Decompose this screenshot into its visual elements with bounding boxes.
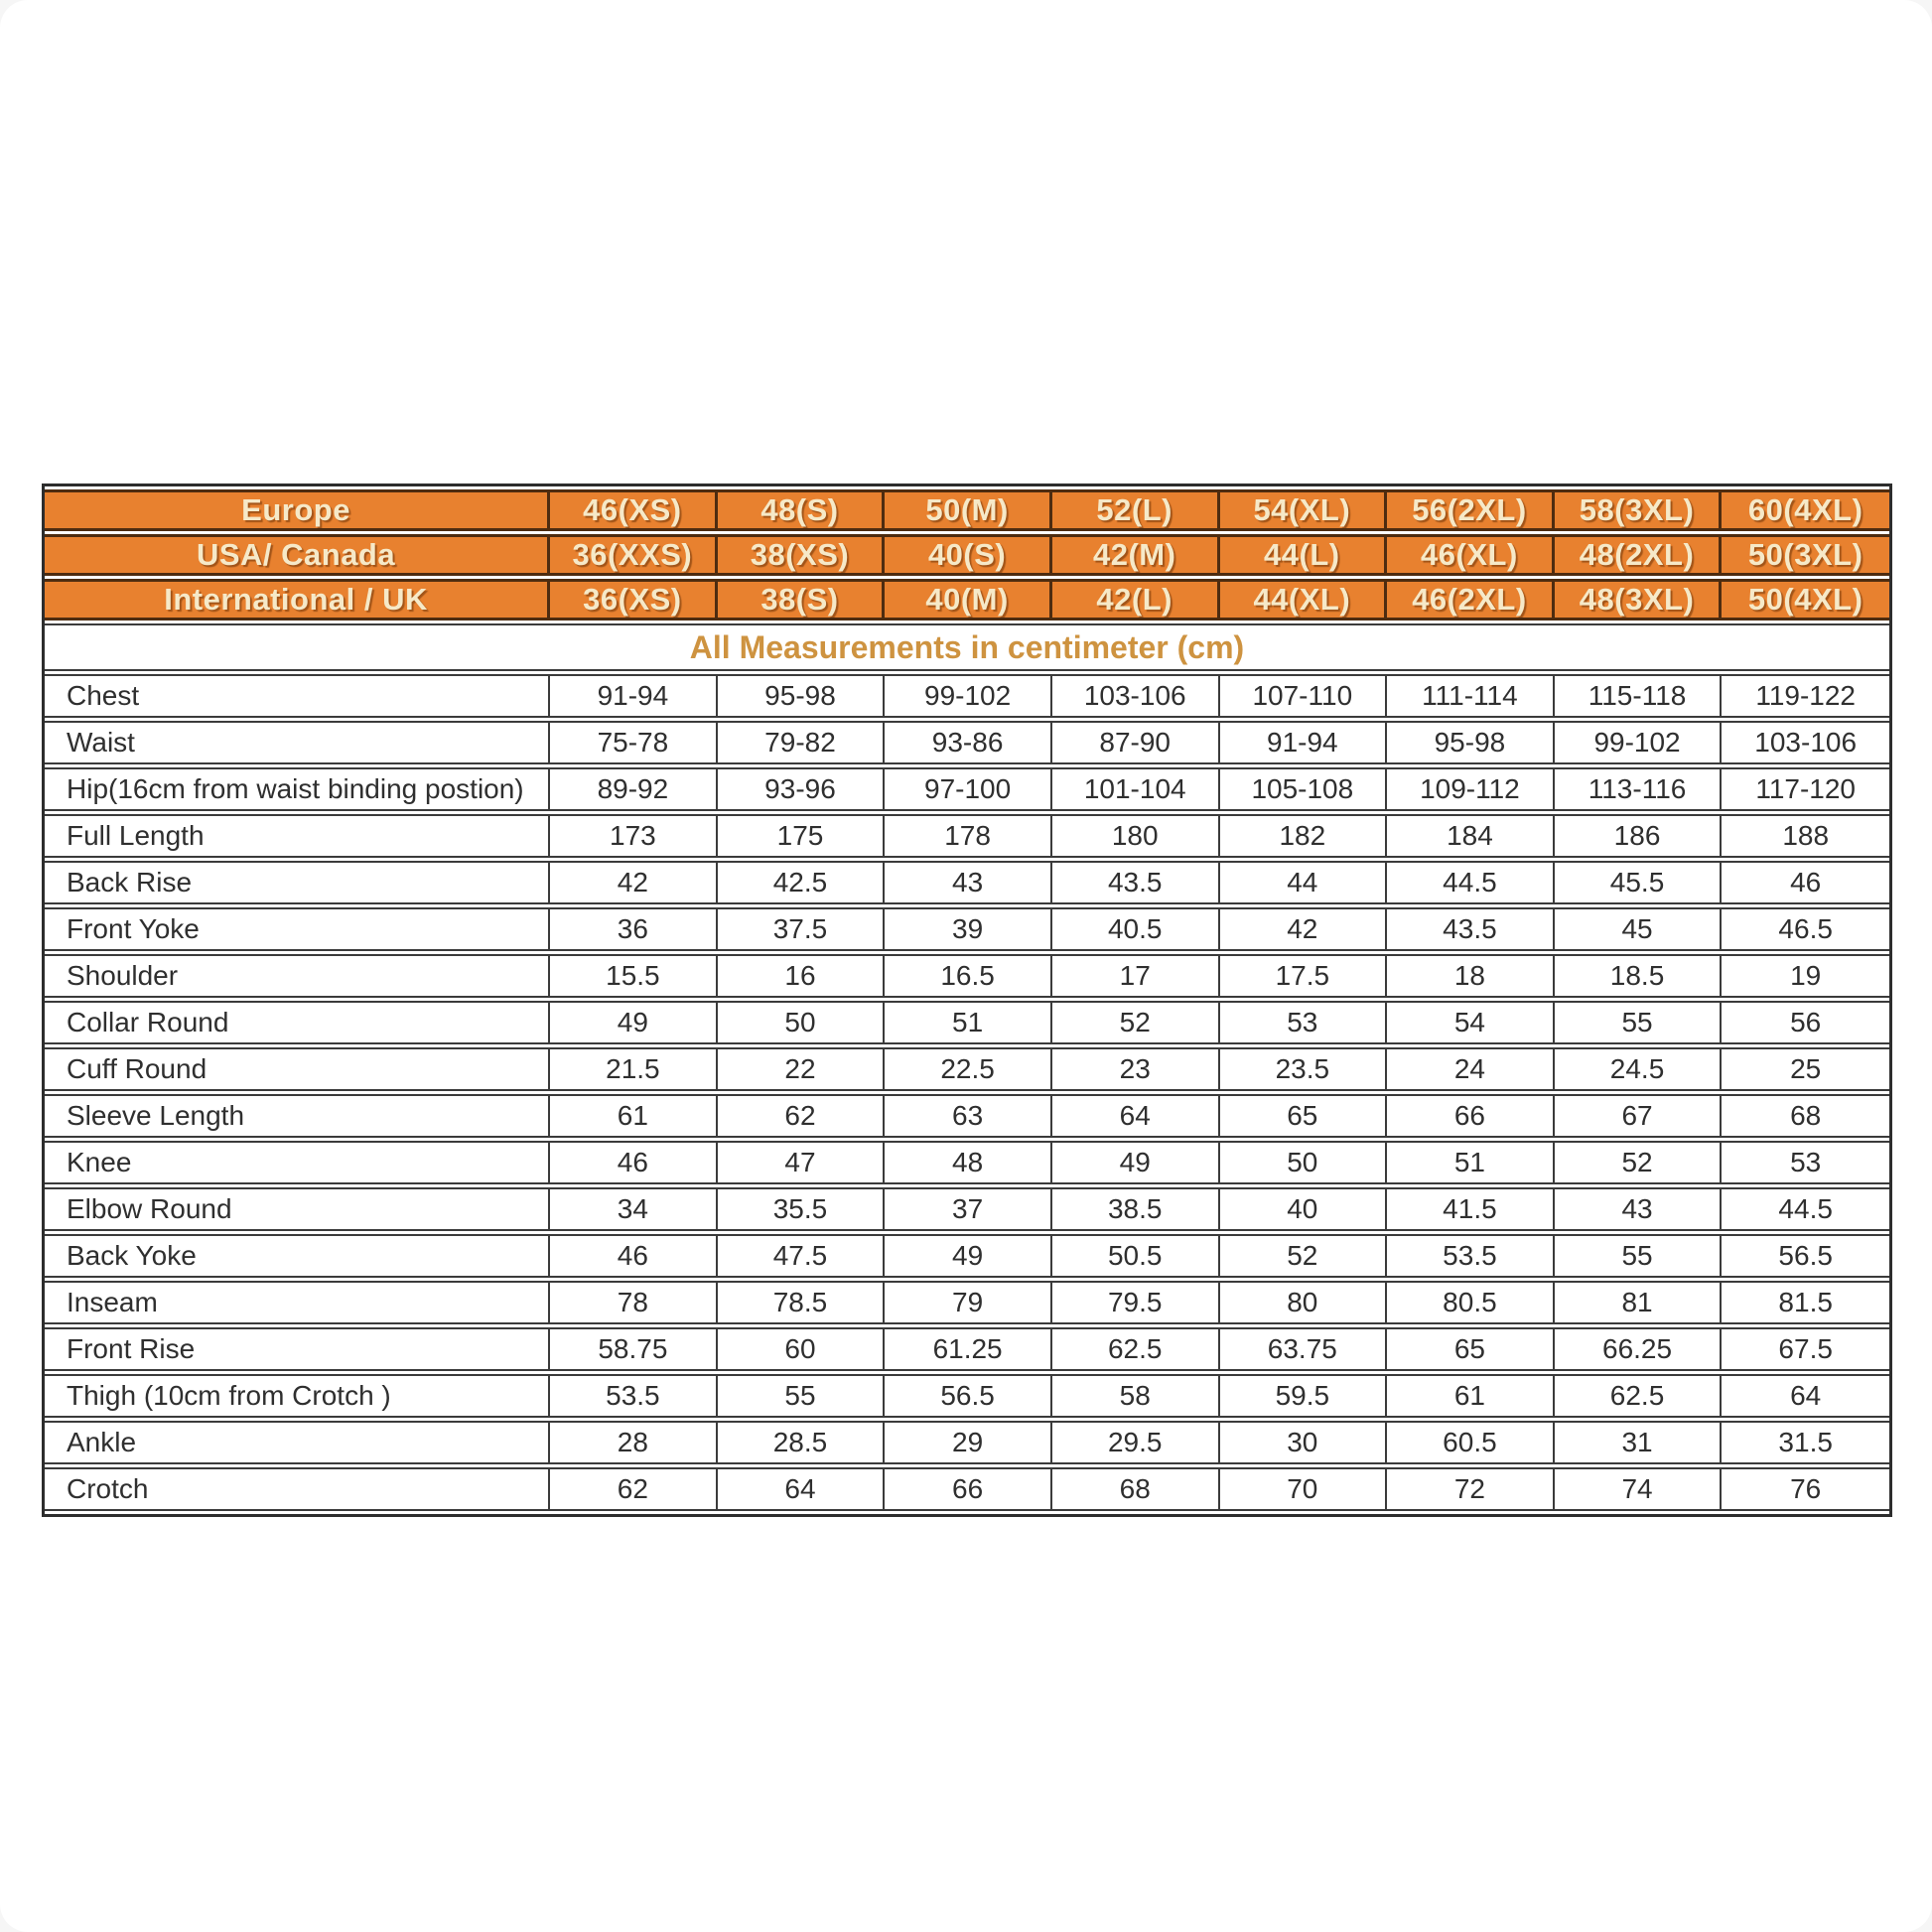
measurement-value: 23 [1052, 1047, 1220, 1091]
measurement-value: 29 [885, 1421, 1052, 1464]
measurement-value: 56 [1722, 1001, 1889, 1044]
measurement-value: 18.5 [1555, 954, 1723, 998]
size-header: 48(3XL) [1555, 579, 1723, 621]
measurement-value: 50 [718, 1001, 886, 1044]
units-note: All Measurements in centimeter (cm) [45, 623, 1889, 671]
measurement-value: 35.5 [718, 1187, 886, 1231]
measurement-value: 44.5 [1387, 861, 1555, 904]
measurement-value: 53 [1220, 1001, 1388, 1044]
measurement-value: 24.5 [1555, 1047, 1723, 1091]
measurement-value: 67.5 [1722, 1327, 1889, 1371]
size-header: 36(XS) [550, 579, 718, 621]
measurement-row [45, 1467, 1889, 1511]
measurement-value: 31 [1555, 1421, 1723, 1464]
measurement-value: 72 [1387, 1467, 1555, 1511]
measurement-value: 49 [885, 1234, 1052, 1278]
measurement-value: 17 [1052, 954, 1220, 998]
measurement-value: 24 [1387, 1047, 1555, 1091]
measurement-value: 70 [1220, 1467, 1388, 1511]
measurement-value: 99-102 [1555, 721, 1723, 764]
measurement-label: Sleeve Length [45, 1094, 550, 1138]
measurement-value: 67 [1555, 1094, 1723, 1138]
measurement-value: 47 [718, 1141, 886, 1184]
measurement-value: 22.5 [885, 1047, 1052, 1091]
measurement-value: 80.5 [1387, 1281, 1555, 1324]
measurement-value: 103-106 [1052, 674, 1220, 718]
measurement-row [45, 767, 1889, 811]
measurement-value: 29.5 [1052, 1421, 1220, 1464]
measurement-value: 44.5 [1722, 1187, 1889, 1231]
measurement-value: 37 [885, 1187, 1052, 1231]
measurement-label: Elbow Round [45, 1187, 550, 1231]
measurement-value: 107-110 [1220, 674, 1388, 718]
measurement-value: 61 [1387, 1374, 1555, 1418]
measurement-value: 42.5 [718, 861, 886, 904]
measurement-value: 43 [885, 861, 1052, 904]
measurement-value: 30 [1220, 1421, 1388, 1464]
measurement-value: 103-106 [1722, 721, 1889, 764]
measurement-value: 48 [885, 1141, 1052, 1184]
region-label: International / UK [45, 579, 550, 621]
measurement-value: 46 [550, 1234, 718, 1278]
measurement-value: 182 [1220, 814, 1388, 858]
measurement-value: 58.75 [550, 1327, 718, 1371]
measurement-value: 109-112 [1387, 767, 1555, 811]
measurement-value: 173 [550, 814, 718, 858]
measurement-value: 80 [1220, 1281, 1388, 1324]
measurement-value: 54 [1387, 1001, 1555, 1044]
size-header: 58(3XL) [1555, 489, 1723, 531]
measurement-value: 44 [1220, 861, 1388, 904]
size-header: 36(XXS) [550, 534, 718, 576]
measurement-value: 55 [718, 1374, 886, 1418]
measurement-value: 111-114 [1387, 674, 1555, 718]
measurement-value: 56.5 [885, 1374, 1052, 1418]
measurement-value: 52 [1555, 1141, 1723, 1184]
measurement-value: 19 [1722, 954, 1889, 998]
measurement-value: 60 [718, 1327, 886, 1371]
measurement-row [45, 1187, 1889, 1231]
measurement-value: 76 [1722, 1467, 1889, 1511]
measurement-value: 115-118 [1555, 674, 1723, 718]
measurement-value: 95-98 [718, 674, 886, 718]
measurement-value: 60.5 [1387, 1421, 1555, 1464]
measurement-value: 34 [550, 1187, 718, 1231]
measurement-row [45, 1327, 1889, 1371]
measurement-row [45, 814, 1889, 858]
size-header: 60(4XL) [1722, 489, 1889, 531]
measurement-value: 186 [1555, 814, 1723, 858]
measurement-value: 45.5 [1555, 861, 1723, 904]
size-chart-table-frame [42, 483, 1892, 1517]
size-header: 54(XL) [1220, 489, 1388, 531]
size-header: 56(2XL) [1387, 489, 1555, 531]
measurement-label: Shoulder [45, 954, 550, 998]
measurement-value: 117-120 [1722, 767, 1889, 811]
measurement-value: 25 [1722, 1047, 1889, 1091]
measurement-value: 52 [1220, 1234, 1388, 1278]
size-header: 40(S) [885, 534, 1052, 576]
measurement-value: 180 [1052, 814, 1220, 858]
measurement-label: Waist [45, 721, 550, 764]
size-system-header-row [45, 489, 1889, 531]
measurement-row [45, 907, 1889, 951]
measurement-value: 119-122 [1722, 674, 1889, 718]
size-header: 52(L) [1052, 489, 1220, 531]
measurement-value: 64 [1052, 1094, 1220, 1138]
measurement-value: 38.5 [1052, 1187, 1220, 1231]
measurement-row [45, 674, 1889, 718]
measurement-value: 91-94 [1220, 721, 1388, 764]
measurement-value: 62 [550, 1467, 718, 1511]
measurement-label: Inseam [45, 1281, 550, 1324]
region-label: USA/ Canada [45, 534, 550, 576]
measurement-row [45, 1047, 1889, 1091]
measurement-value: 49 [550, 1001, 718, 1044]
measurement-value: 53 [1722, 1141, 1889, 1184]
measurement-label: Hip(16cm from waist binding postion) [45, 767, 550, 811]
measurement-row [45, 1234, 1889, 1278]
measurement-value: 78.5 [718, 1281, 886, 1324]
measurement-value: 95-98 [1387, 721, 1555, 764]
measurement-value: 79 [885, 1281, 1052, 1324]
measurement-value: 105-108 [1220, 767, 1388, 811]
measurement-label: Front Rise [45, 1327, 550, 1371]
measurement-value: 28 [550, 1421, 718, 1464]
measurement-value: 59.5 [1220, 1374, 1388, 1418]
measurement-value: 63.75 [1220, 1327, 1388, 1371]
measurement-value: 66 [885, 1467, 1052, 1511]
measurement-value: 99-102 [885, 674, 1052, 718]
measurement-value: 55 [1555, 1001, 1723, 1044]
measurement-row [45, 721, 1889, 764]
measurement-value: 87-90 [1052, 721, 1220, 764]
measurement-value: 62.5 [1555, 1374, 1723, 1418]
size-header: 42(L) [1052, 579, 1220, 621]
measurement-value: 58 [1052, 1374, 1220, 1418]
measurement-value: 55 [1555, 1234, 1723, 1278]
size-header: 38(S) [718, 579, 886, 621]
measurement-value: 17.5 [1220, 954, 1388, 998]
measurement-value: 31.5 [1722, 1421, 1889, 1464]
size-system-header-row [45, 534, 1889, 576]
measurement-row [45, 1141, 1889, 1184]
units-row [45, 623, 1889, 671]
size-header: 48(S) [718, 489, 886, 531]
size-header: 50(4XL) [1722, 579, 1889, 621]
measurement-value: 46.5 [1722, 907, 1889, 951]
measurement-label: Knee [45, 1141, 550, 1184]
measurement-value: 97-100 [885, 767, 1052, 811]
size-header: 40(M) [885, 579, 1052, 621]
measurement-value: 68 [1052, 1467, 1220, 1511]
measurement-value: 45 [1555, 907, 1723, 951]
size-chart-table [45, 486, 1889, 1514]
measurement-value: 68 [1722, 1094, 1889, 1138]
measurement-value: 91-94 [550, 674, 718, 718]
measurement-value: 56.5 [1722, 1234, 1889, 1278]
measurement-label: Cuff Round [45, 1047, 550, 1091]
size-header: 48(2XL) [1555, 534, 1723, 576]
measurement-value: 75-78 [550, 721, 718, 764]
measurement-value: 113-116 [1555, 767, 1723, 811]
measurement-label: Chest [45, 674, 550, 718]
measurement-row [45, 1421, 1889, 1464]
measurement-value: 61 [550, 1094, 718, 1138]
measurement-value: 51 [1387, 1141, 1555, 1184]
measurement-label: Thigh (10cm from Crotch ) [45, 1374, 550, 1418]
measurement-value: 40 [1220, 1187, 1388, 1231]
measurement-value: 21.5 [550, 1047, 718, 1091]
measurement-label: Ankle [45, 1421, 550, 1464]
measurement-value: 16 [718, 954, 886, 998]
measurement-value: 79.5 [1052, 1281, 1220, 1324]
measurement-value: 175 [718, 814, 886, 858]
size-header: 44(L) [1220, 534, 1388, 576]
measurement-value: 65 [1387, 1327, 1555, 1371]
measurement-value: 79-82 [718, 721, 886, 764]
measurement-value: 81.5 [1722, 1281, 1889, 1324]
measurement-row [45, 861, 1889, 904]
measurement-row [45, 1001, 1889, 1044]
measurement-value: 15.5 [550, 954, 718, 998]
measurement-value: 37.5 [718, 907, 886, 951]
measurement-value: 42 [550, 861, 718, 904]
measurement-value: 46 [550, 1141, 718, 1184]
measurement-label: Crotch [45, 1467, 550, 1511]
measurement-value: 61.25 [885, 1327, 1052, 1371]
measurement-label: Front Yoke [45, 907, 550, 951]
measurement-value: 74 [1555, 1467, 1723, 1511]
measurement-value: 63 [885, 1094, 1052, 1138]
measurement-value: 43 [1555, 1187, 1723, 1231]
measurement-row [45, 1094, 1889, 1138]
measurement-value: 66.25 [1555, 1327, 1723, 1371]
measurement-value: 81 [1555, 1281, 1723, 1324]
measurement-value: 40.5 [1052, 907, 1220, 951]
measurement-value: 93-86 [885, 721, 1052, 764]
size-header: 46(XS) [550, 489, 718, 531]
size-header: 44(XL) [1220, 579, 1388, 621]
measurement-value: 43.5 [1052, 861, 1220, 904]
measurement-value: 62.5 [1052, 1327, 1220, 1371]
measurement-value: 93-96 [718, 767, 886, 811]
measurement-value: 50.5 [1052, 1234, 1220, 1278]
measurement-value: 51 [885, 1001, 1052, 1044]
measurement-row [45, 954, 1889, 998]
measurement-value: 36 [550, 907, 718, 951]
size-header: 38(XS) [718, 534, 886, 576]
size-header: 50(M) [885, 489, 1052, 531]
measurement-value: 64 [1722, 1374, 1889, 1418]
measurement-row [45, 1281, 1889, 1324]
measurement-value: 46 [1722, 861, 1889, 904]
size-header: 50(3XL) [1722, 534, 1889, 576]
measurement-label: Collar Round [45, 1001, 550, 1044]
region-label: Europe [45, 489, 550, 531]
measurement-value: 23.5 [1220, 1047, 1388, 1091]
size-header: 46(XL) [1387, 534, 1555, 576]
measurement-value: 41.5 [1387, 1187, 1555, 1231]
measurement-value: 18 [1387, 954, 1555, 998]
measurement-value: 50 [1220, 1141, 1388, 1184]
measurement-value: 101-104 [1052, 767, 1220, 811]
measurement-value: 53.5 [1387, 1234, 1555, 1278]
measurement-value: 184 [1387, 814, 1555, 858]
measurement-label: Back Rise [45, 861, 550, 904]
measurement-value: 16.5 [885, 954, 1052, 998]
measurement-value: 39 [885, 907, 1052, 951]
measurement-value: 78 [550, 1281, 718, 1324]
size-header: 42(M) [1052, 534, 1220, 576]
measurement-value: 188 [1722, 814, 1889, 858]
measurement-label: Full Length [45, 814, 550, 858]
measurement-value: 178 [885, 814, 1052, 858]
measurement-value: 43.5 [1387, 907, 1555, 951]
measurement-value: 89-92 [550, 767, 718, 811]
measurement-value: 66 [1387, 1094, 1555, 1138]
measurement-value: 64 [718, 1467, 886, 1511]
measurement-value: 28.5 [718, 1421, 886, 1464]
measurement-value: 62 [718, 1094, 886, 1138]
measurement-row [45, 1374, 1889, 1418]
measurement-value: 53.5 [550, 1374, 718, 1418]
measurement-value: 65 [1220, 1094, 1388, 1138]
measurement-value: 52 [1052, 1001, 1220, 1044]
size-system-header-row [45, 579, 1889, 621]
measurement-label: Back Yoke [45, 1234, 550, 1278]
measurement-value: 42 [1220, 907, 1388, 951]
size-header: 46(2XL) [1387, 579, 1555, 621]
measurement-value: 47.5 [718, 1234, 886, 1278]
measurement-value: 49 [1052, 1141, 1220, 1184]
measurement-value: 22 [718, 1047, 886, 1091]
